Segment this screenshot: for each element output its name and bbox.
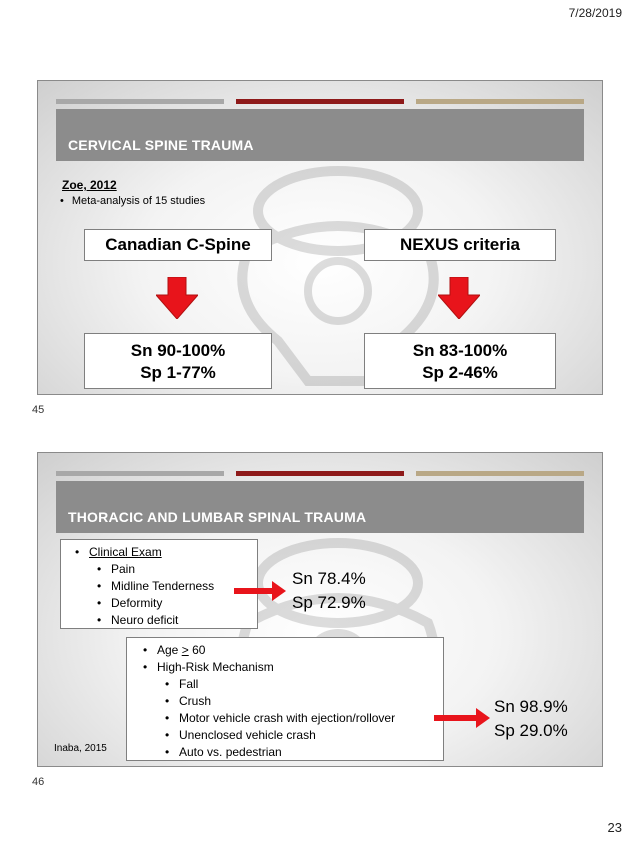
header-date: 7/28/2019 [568, 6, 622, 20]
mechanism-item: Crush [179, 694, 212, 708]
high-risk-list [157, 642, 443, 761]
exam-stats [292, 567, 366, 615]
list-item [179, 693, 443, 710]
right-arrow-icon [234, 581, 286, 601]
high-risk-box [126, 637, 444, 761]
slide-title: CERVICAL SPINE TRAUMA [56, 109, 584, 161]
slide-number: 45 [32, 404, 45, 416]
citation: Zoe, 2012 [62, 178, 117, 192]
specificity-value: Sp 1-77% [140, 363, 216, 382]
mechanism-item: Fall [179, 677, 199, 691]
specificity-value: Sp 29.0% [494, 721, 568, 740]
slide-number: 46 [32, 776, 45, 788]
mechanism-item: Unenclosed vehicle crash [179, 728, 316, 742]
clinical-exam-box [60, 539, 258, 629]
list-item [179, 710, 443, 727]
exam-item: Deformity [111, 596, 163, 610]
list-item [111, 612, 257, 629]
list-item [179, 744, 443, 761]
specificity-value: Sp 72.9% [292, 593, 366, 612]
list-item [179, 727, 443, 744]
bullet-text: Meta-analysis of 15 studies [71, 195, 206, 207]
bar-gray [56, 99, 224, 104]
clinical-exam-heading: Clinical Exam [89, 545, 162, 559]
list-item [89, 544, 257, 561]
canadian-cspine-box: Canadian C-Spine [84, 229, 272, 261]
age-value: 60 [192, 643, 206, 657]
sensitivity-value: Sn 78.4% [292, 569, 366, 588]
nexus-stats-box [364, 333, 556, 389]
decorative-bars [56, 471, 584, 476]
bar-tan [416, 471, 584, 476]
sensitivity-value: Sn 83-100% [412, 341, 508, 360]
bar-tan [416, 99, 584, 104]
mechanism-item: Motor vehicle crash with ejection/rollover [179, 711, 396, 725]
mechanism-stats [494, 695, 568, 743]
clinical-exam-list [89, 544, 257, 629]
down-arrow-icon [156, 277, 198, 319]
exam-item: Midline Tenderness [111, 579, 215, 593]
bar-gray [56, 471, 224, 476]
down-arrow-icon [438, 277, 480, 319]
list-item [157, 659, 443, 676]
mechanism-heading: High-Risk Mechanism [157, 660, 274, 674]
slide-46 [37, 452, 603, 767]
age-label: Age [157, 643, 179, 657]
decorative-bars [56, 99, 584, 104]
right-arrow-icon [434, 708, 490, 728]
exam-item: Pain [111, 562, 136, 576]
mechanism-item: Auto vs. pedestrian [179, 745, 282, 759]
list-item [179, 676, 443, 693]
exam-item: Neuro deficit [111, 613, 179, 627]
slide-title: THORACIC AND LUMBAR SPINAL TRAUMA [56, 481, 584, 533]
page-number: 23 [607, 820, 622, 835]
bullet-meta-analysis [60, 195, 205, 207]
specificity-value: Sp 2-46% [422, 363, 498, 382]
sensitivity-value: Sn 98.9% [494, 697, 568, 716]
sensitivity-value: Sn 90-100% [130, 341, 226, 360]
canadian-stats-box [84, 333, 272, 389]
list-item [111, 561, 257, 578]
bar-red [236, 471, 404, 476]
slide-45 [37, 80, 603, 395]
bar-red [236, 99, 404, 104]
list-item: • Age > 60 [157, 642, 443, 659]
nexus-criteria-box: NEXUS criteria [364, 229, 556, 261]
citation: Inaba, 2015 [54, 743, 107, 754]
